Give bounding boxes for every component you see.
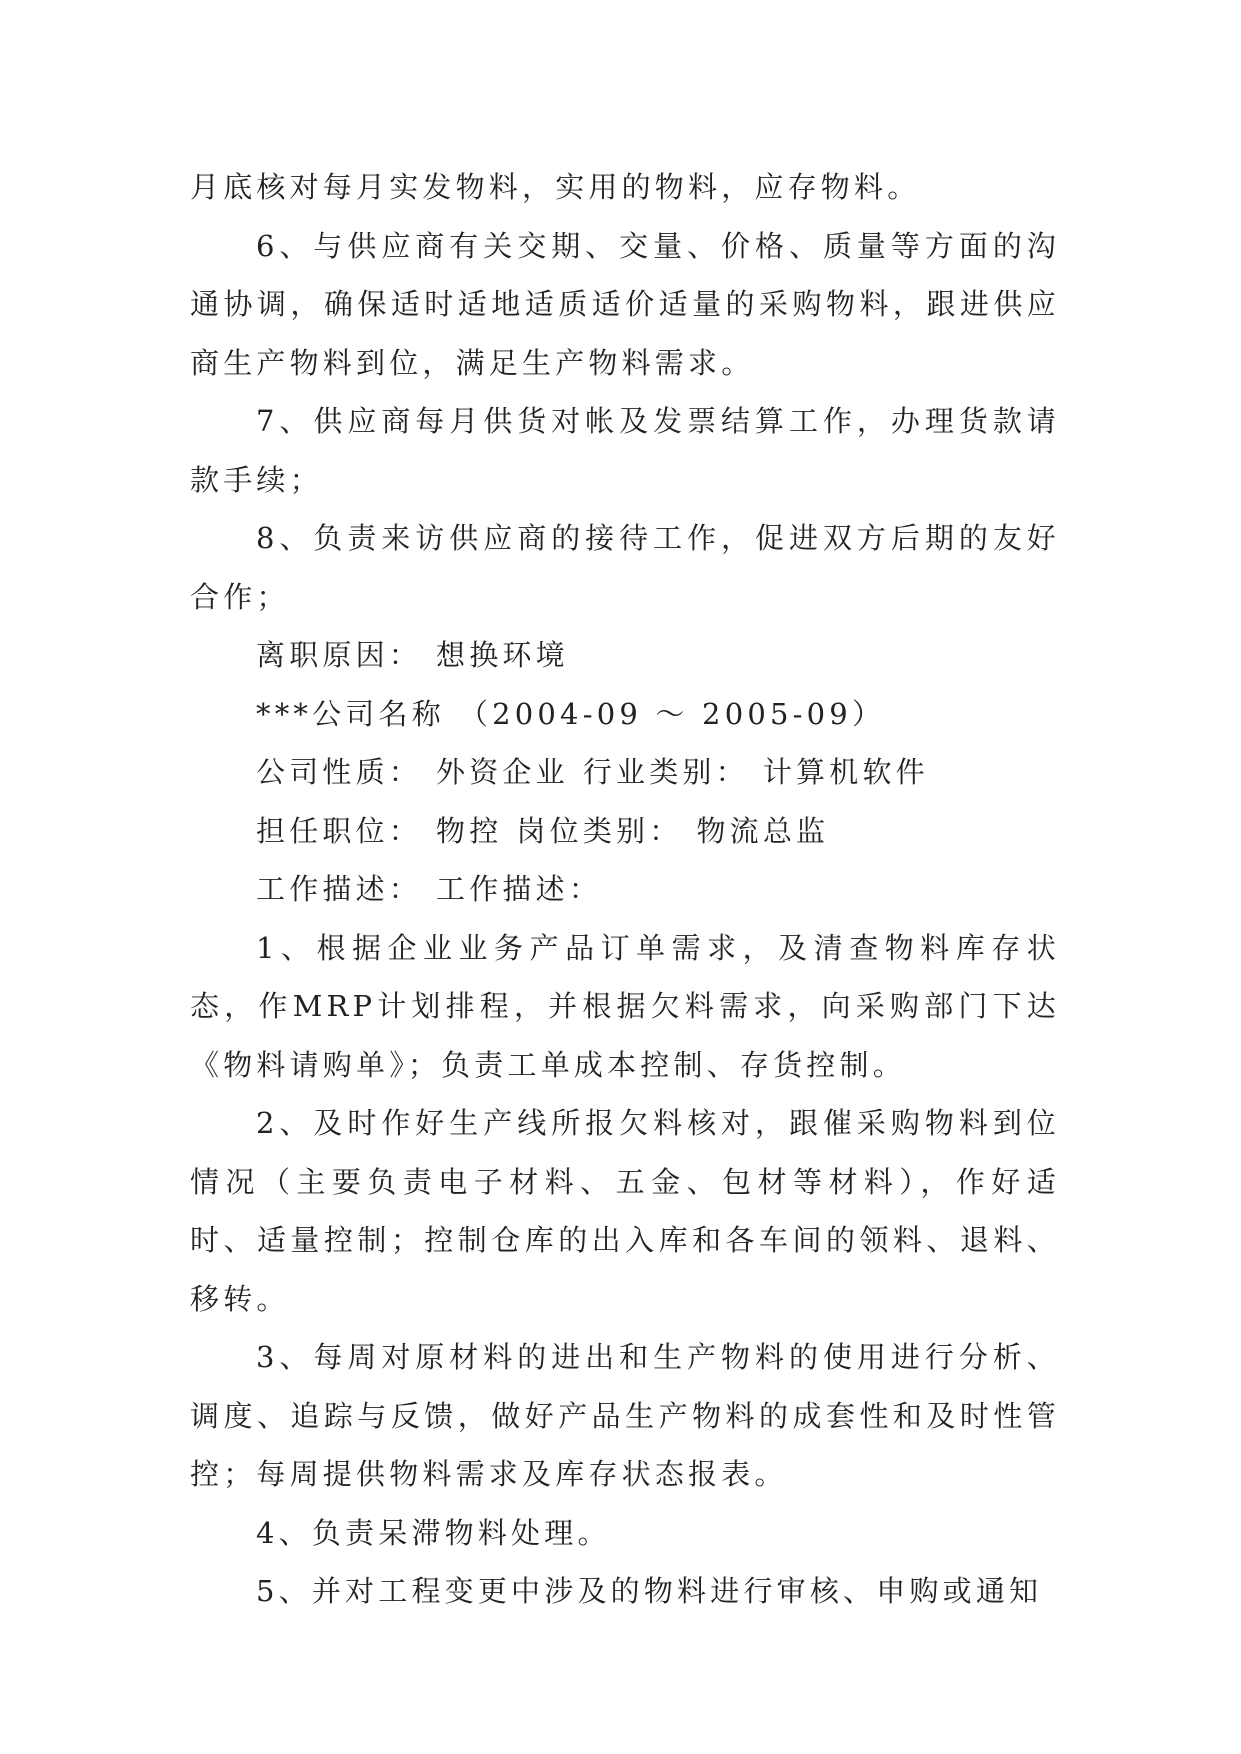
duty-item-5: 5、并对工程变更中涉及的物料进行审核、申购或通知: [256, 1574, 1043, 1608]
company-nature-label: 公司性质：: [256, 755, 423, 789]
duty-item-4: 4、负责呆滞物料处理。: [256, 1515, 611, 1550]
paragraph-item-7: 7、供应商每月供货对帐及发票结算工作，办理货款请款手续；: [190, 404, 1060, 497]
company-nature-value: 外资企业: [436, 755, 569, 789]
industry-value: 计算机软件: [762, 755, 929, 789]
paragraph-item-6: 6、与供应商有关交期、交量、价格、质量等方面的沟通协调，确保适时适地适质适价适量的采购物料，跟进供应商生产物料到位，满足生产物料需求。: [190, 228, 1060, 380]
company-line: [190, 685, 1060, 744]
duty-item-3: 3、每周对原材料的进出和生产物料的使用进行分析、调度、追踪与反馈，做好产品生产物料的成套性和及时性管控；每周提供物料需求及库存状态报表。: [190, 1340, 1060, 1491]
duty-item-2: 2、及时作好生产线所报欠料核对，跟催采购物料到位情况（主要负责电子材料、五金、包材等材料），作好适时、适量控制；控制仓库的出入库和各车间的领料、退料、移转。: [190, 1106, 1060, 1316]
category-value: 物流总监: [696, 813, 830, 848]
company-name: ***公司名称: [256, 696, 445, 731]
duty-item-1: 1、根据企业业务产品订单需求，及清查物料库存状态，作MRP计划排程，并根据欠料需求，向采购部门下达《物料请购单》；负责工单成本控制、存货控制。: [190, 930, 1060, 1082]
position-value: 物控: [436, 813, 503, 848]
paragraph-item-8: 8、负责来访供应商的接待工作，促进双方后期的友好合作；: [190, 521, 1060, 614]
company-info-line: [190, 743, 1060, 802]
category-label: 岗位类别：: [516, 813, 683, 848]
company-period: （2004-09 ～ 2005-09）: [458, 696, 886, 731]
work-description-line: [190, 860, 1060, 919]
position-info-line: [190, 802, 1060, 861]
paragraph-continuation: 月底核对每月实发物料，实用的物料，应存物料。: [190, 170, 921, 204]
leave-reason-label: 离职原因：: [256, 638, 423, 672]
leave-reason-line: [190, 626, 1060, 685]
work-description-label: 工作描述：: [256, 872, 423, 906]
industry-label: 行业类别：: [582, 755, 749, 789]
leave-reason-value: 想换环境: [436, 638, 569, 672]
document-body: [190, 158, 1060, 1621]
position-label: 担任职位：: [256, 813, 423, 848]
work-description-value: 工作描述：: [436, 872, 603, 906]
